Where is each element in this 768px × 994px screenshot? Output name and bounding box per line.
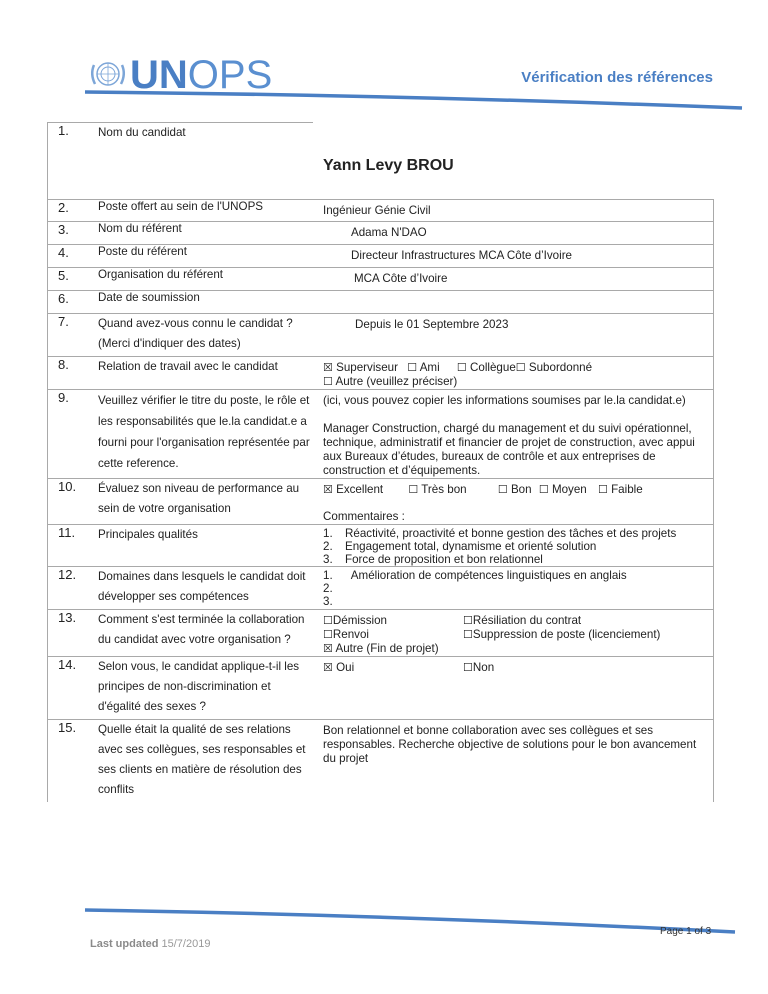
answer-field[interactable]: Ingénieur Génie Civil	[323, 204, 431, 217]
list-item[interactable]: 1. Réactivité, proactivité et bonne gestion des tâches et des projets	[323, 527, 677, 540]
non-discrimination-options	[313, 657, 713, 675]
table-row	[48, 390, 714, 479]
checkbox-icon: ☐	[456, 362, 467, 374]
row-number: 3.	[48, 222, 99, 245]
last-updated: Last updated 15/7/2019	[90, 938, 211, 950]
checkbox-bon[interactable]: ☐ Bon	[497, 483, 532, 496]
question-label: Nom du candidat	[98, 123, 313, 200]
checkbox-autre[interactable]: ☐ Autre (veuillez préciser)	[323, 375, 458, 388]
table-row	[48, 657, 714, 720]
checkbox-icon: ☐	[323, 615, 333, 627]
checkbox-checked-icon: ☒	[323, 643, 333, 655]
checkbox-tres-bon[interactable]: ☐ Très bon	[408, 483, 467, 496]
table-row	[48, 291, 714, 314]
table-row	[48, 123, 714, 200]
page-title: Vérification des références	[521, 69, 713, 86]
checkbox-oui[interactable]: ☒ Oui	[323, 661, 355, 674]
table-row	[48, 525, 714, 567]
checkbox-checked-icon: ☒	[323, 484, 333, 496]
checkbox-icon: ☐	[597, 484, 608, 496]
checkbox-icon: ☐	[407, 362, 418, 374]
candidate-name[interactable]: Yann Levy BROU	[323, 156, 454, 174]
row-number: 5.	[48, 268, 99, 291]
table-row	[48, 314, 714, 357]
list-item[interactable]: 2.	[323, 582, 333, 595]
list-item[interactable]: 2. Engagement total, dynamisme et orienté solution	[323, 540, 597, 553]
list-item[interactable]: 1. Amélioration de compétences linguistiques en anglais	[323, 569, 627, 582]
checkbox-demission[interactable]: ☐Démission	[323, 614, 387, 627]
row-number: 9.	[48, 390, 99, 479]
checkbox-collegue[interactable]: ☐ Collègue	[456, 361, 516, 374]
question-label: Évaluez son niveau de performance au sein de votre organisation	[98, 479, 313, 525]
candidate-name-cell	[313, 123, 714, 200]
question-label: Comment s'est terminée la collaboration du candidat avec votre organisation ?	[98, 610, 313, 657]
question-label: Quelle était la qualité de ses relations avec ses collègues, ses responsables et ses clients en matière de résolution des conflits	[98, 720, 313, 803]
checkbox-icon: ☐	[515, 362, 526, 374]
performance-options	[313, 479, 713, 524]
table-row	[48, 567, 714, 610]
question-label: Selon vous, le candidat applique-t-il les principes de non-discrimination et d'égalité des sexes ?	[98, 657, 313, 720]
list-item[interactable]: 3.	[323, 595, 333, 608]
unops-logo	[88, 53, 273, 97]
checkbox-icon: ☐	[497, 484, 508, 496]
checkbox-ami[interactable]: ☐ Ami	[407, 361, 440, 374]
checkbox-icon: ☐	[463, 615, 473, 627]
table-row	[48, 222, 714, 245]
comments-label[interactable]: Commentaires :	[323, 510, 405, 523]
table-row	[48, 610, 714, 657]
answer-field[interactable]: Directeur Infrastructures MCA Côte d’Ivoire	[351, 249, 572, 262]
row-number: 12.	[48, 567, 99, 610]
table-row	[48, 245, 714, 268]
checkbox-autre[interactable]: ☒ Autre (Fin de projet)	[323, 642, 439, 655]
question-label: Quand avez-vous connu le candidat ? (Merci d'indiquer des dates)	[98, 314, 313, 357]
hint-text: (ici, vous pouvez copier les informations soumises par le.la candidat.e)	[323, 394, 686, 407]
development-areas-list	[323, 569, 707, 608]
answer-field[interactable]: MCA Côte d’Ivoire	[354, 272, 448, 285]
row-number: 8.	[48, 357, 99, 390]
question-label: Organisation du référent	[98, 268, 313, 291]
question-label: Poste du référent	[98, 245, 313, 268]
page-number: Page 1 of 3	[660, 926, 712, 937]
submission-date-field[interactable]	[313, 291, 713, 295]
table-row	[48, 200, 714, 222]
row-number: 7.	[48, 314, 99, 357]
checkbox-icon: ☐	[538, 484, 549, 496]
checkbox-icon: ☐	[463, 662, 473, 674]
responsibilities-field[interactable]: Manager Construction, chargé du management et du suivi opérationnel, technique, administratif et financier de projet de construction, avec appui aux Bureaux d’études, bureaux de contrôle et aux entreprises de construction et d’équipements.	[323, 422, 695, 477]
checkbox-checked-icon: ☒	[323, 362, 333, 374]
question-label: Principales qualités	[98, 525, 313, 567]
conflict-resolution-field[interactable]: Bon relationnel et bonne collaboration avec ses collègues et ses responsables. Recherche objective de solutions pour le bon avancement du projet	[323, 724, 697, 765]
checkbox-faible[interactable]: ☐ Faible	[597, 483, 643, 496]
list-item[interactable]: 3. Force de proposition et bon relationnel	[323, 553, 543, 566]
checkbox-excellent[interactable]: ☒ Excellent	[323, 483, 384, 496]
row-number: 4.	[48, 245, 99, 268]
checkbox-icon: ☐	[323, 629, 333, 641]
checkbox-subordonne[interactable]: ☐ Subordonné	[515, 361, 593, 374]
checkbox-resiliation[interactable]: ☐Résiliation du contrat	[463, 614, 582, 627]
row-number: 6.	[48, 291, 99, 314]
row-number: 2.	[48, 200, 99, 222]
qualities-list	[323, 527, 707, 566]
row-number: 13.	[48, 610, 99, 657]
checkbox-non[interactable]: ☐Non	[463, 661, 495, 674]
row-number: 14.	[48, 657, 99, 720]
checkbox-superviseur[interactable]: ☒ Superviseur	[323, 361, 398, 374]
row-number: 10.	[48, 479, 99, 525]
table-row	[48, 479, 714, 525]
checkbox-suppression-poste[interactable]: ☐Suppression de poste (licenciement)	[463, 628, 661, 641]
checkbox-moyen[interactable]: ☐ Moyen	[538, 483, 587, 496]
answer-field[interactable]: Adama N'DAO	[351, 226, 427, 239]
table-row	[48, 720, 714, 803]
checkbox-icon: ☐	[323, 376, 333, 388]
relation-options	[313, 357, 713, 389]
checkbox-icon: ☐	[463, 629, 473, 641]
question-label: Poste offert au sein de l'UNOPS	[98, 200, 313, 222]
row-number: 1.	[48, 123, 99, 200]
table-row	[48, 357, 714, 390]
question-label: Veuillez vérifier le titre du poste, le rôle et les responsabilités que le.la candidat.e a fourni pour l'organisation représentée par cette reference.	[98, 390, 313, 479]
row-number: 11.	[48, 525, 99, 567]
checkbox-renvoi[interactable]: ☐Renvoi	[323, 628, 369, 641]
row-number: 15.	[48, 720, 99, 803]
question-label: Date de soumission	[98, 291, 313, 314]
answer-field[interactable]: Depuis le 01 Septembre 2023	[355, 318, 509, 331]
table-row	[48, 268, 714, 291]
end-of-collaboration-options	[313, 610, 713, 656]
question-label: Relation de travail avec le candidat	[98, 357, 313, 390]
question-label: Domaines dans lesquels le candidat doit développer ses compétences	[98, 567, 313, 610]
checkbox-icon: ☐	[408, 484, 419, 496]
logo-wordmark: UNOPS	[130, 53, 273, 97]
question-label: Nom du référent	[98, 222, 313, 245]
un-emblem-icon	[88, 57, 128, 93]
reference-form-table	[47, 122, 714, 802]
checkbox-checked-icon: ☒	[323, 662, 333, 674]
